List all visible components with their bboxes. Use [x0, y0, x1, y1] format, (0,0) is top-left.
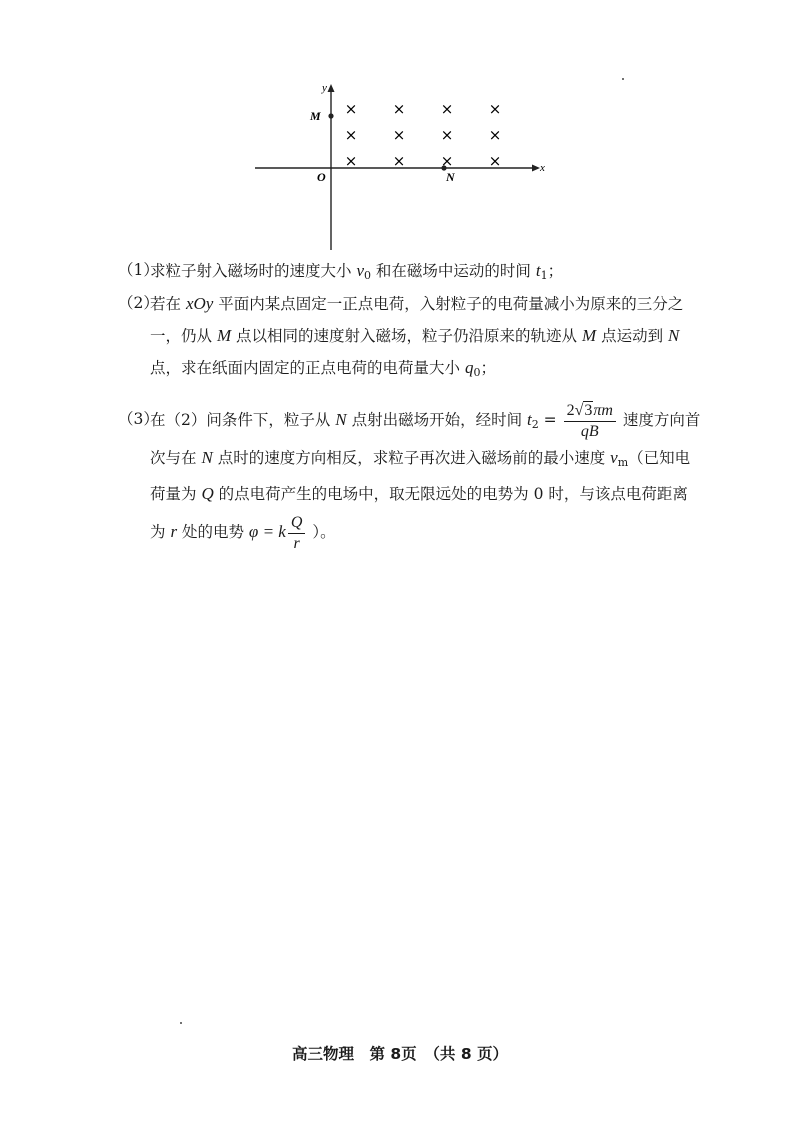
question-1-number: （1） [118, 261, 159, 279]
q3-potential-fraction: $\frac{Q}{r}$ [288, 514, 306, 553]
field-cross-mark: × [488, 126, 502, 144]
q1-v-symbol: v [356, 261, 364, 280]
field-cross-mark: × [392, 126, 406, 144]
page-footer: 高三物理 第 8页 （共 8 页） [291, 1045, 508, 1063]
diagram-svg [250, 78, 560, 253]
point-m-label: M [310, 109, 321, 123]
q2-line-1: 若在 xOy 平面内某点固定一正点电荷，入射粒子的电荷量减小为原来的三分之 [150, 294, 684, 313]
speck-dot [622, 78, 624, 80]
question-2-text [150, 288, 718, 388]
y-axis-arrow [328, 84, 335, 92]
y-axis-label: y [322, 82, 327, 94]
field-cross-mark: × [392, 100, 406, 118]
magnetic-field-diagram [250, 78, 560, 253]
q2-plane-symbol: xOy [185, 294, 214, 313]
q3-line-4: 为 r 处的电势 φ = k $\frac{Q}{r}$ ）。 [150, 513, 336, 552]
x-axis-label: x [540, 162, 545, 174]
question-1-text [150, 255, 718, 291]
field-cross-mark: × [344, 152, 358, 170]
question-1 [118, 255, 718, 291]
question-3-text [150, 398, 718, 554]
q1-t-symbol: t [535, 261, 541, 280]
question-2-number: （2） [118, 294, 159, 312]
q3-time-fraction: $\frac{2√3\pi m}{qB}$ [564, 402, 616, 441]
field-cross-mark: × [440, 100, 454, 118]
field-cross-mark: × [344, 126, 358, 144]
q1-v-sub: 0 [363, 269, 371, 282]
q2-line-3: 点，求在纸面内固定的正点电荷的电荷量大小 $q_0$； [150, 358, 496, 379]
q1-text-c: ； [547, 262, 564, 280]
x-axis-arrow [532, 165, 540, 172]
q3-line-2: 次与在 N 点时的速度方向相反，求粒子再次进入磁场前的最小速度 $v_m$（已知电 [150, 448, 691, 469]
q2-line-2: 一，仍从 M 点以相同的速度射入磁场，粒子仍沿原来的轨迹从 M 点运动到 N [150, 326, 680, 345]
question-3-number: （3） [118, 410, 159, 428]
point-m [328, 113, 333, 118]
q3-t2-symbol: t [527, 410, 532, 429]
field-cross-mark: × [488, 152, 502, 170]
q3-line-3: 荷量为 Q 的点电荷产生的电场中，取无限远处的电势为 0 时，与该点电荷距离 [150, 484, 688, 503]
question-2 [118, 288, 718, 388]
field-cross-mark: × [392, 152, 406, 170]
speck-dot-2 [180, 1022, 182, 1024]
question-3 [118, 398, 718, 554]
q1-t-sub: 1 [540, 269, 548, 282]
field-cross-mark: × [440, 152, 454, 170]
q1-text-a: 求粒子射入磁场时的速度大小 [150, 262, 357, 280]
origin-label: O [317, 170, 326, 184]
q3-potential-formula: φ = k [248, 522, 286, 541]
field-cross-mark: × [488, 100, 502, 118]
q3-line-1: 在（2）问条件下，粒子从 N 点射出磁场开始，经时间 $t_2$ = $\frac{2√3\pi m}{qB}$ 速度方向首 [150, 401, 701, 440]
q1-text-b: 和在磁场中运动的时间 [370, 262, 536, 280]
magnetic-field-marks [345, 100, 502, 170]
field-cross-mark: × [344, 100, 358, 118]
field-cross-mark: × [440, 126, 454, 144]
point-n-label: N [446, 170, 455, 184]
